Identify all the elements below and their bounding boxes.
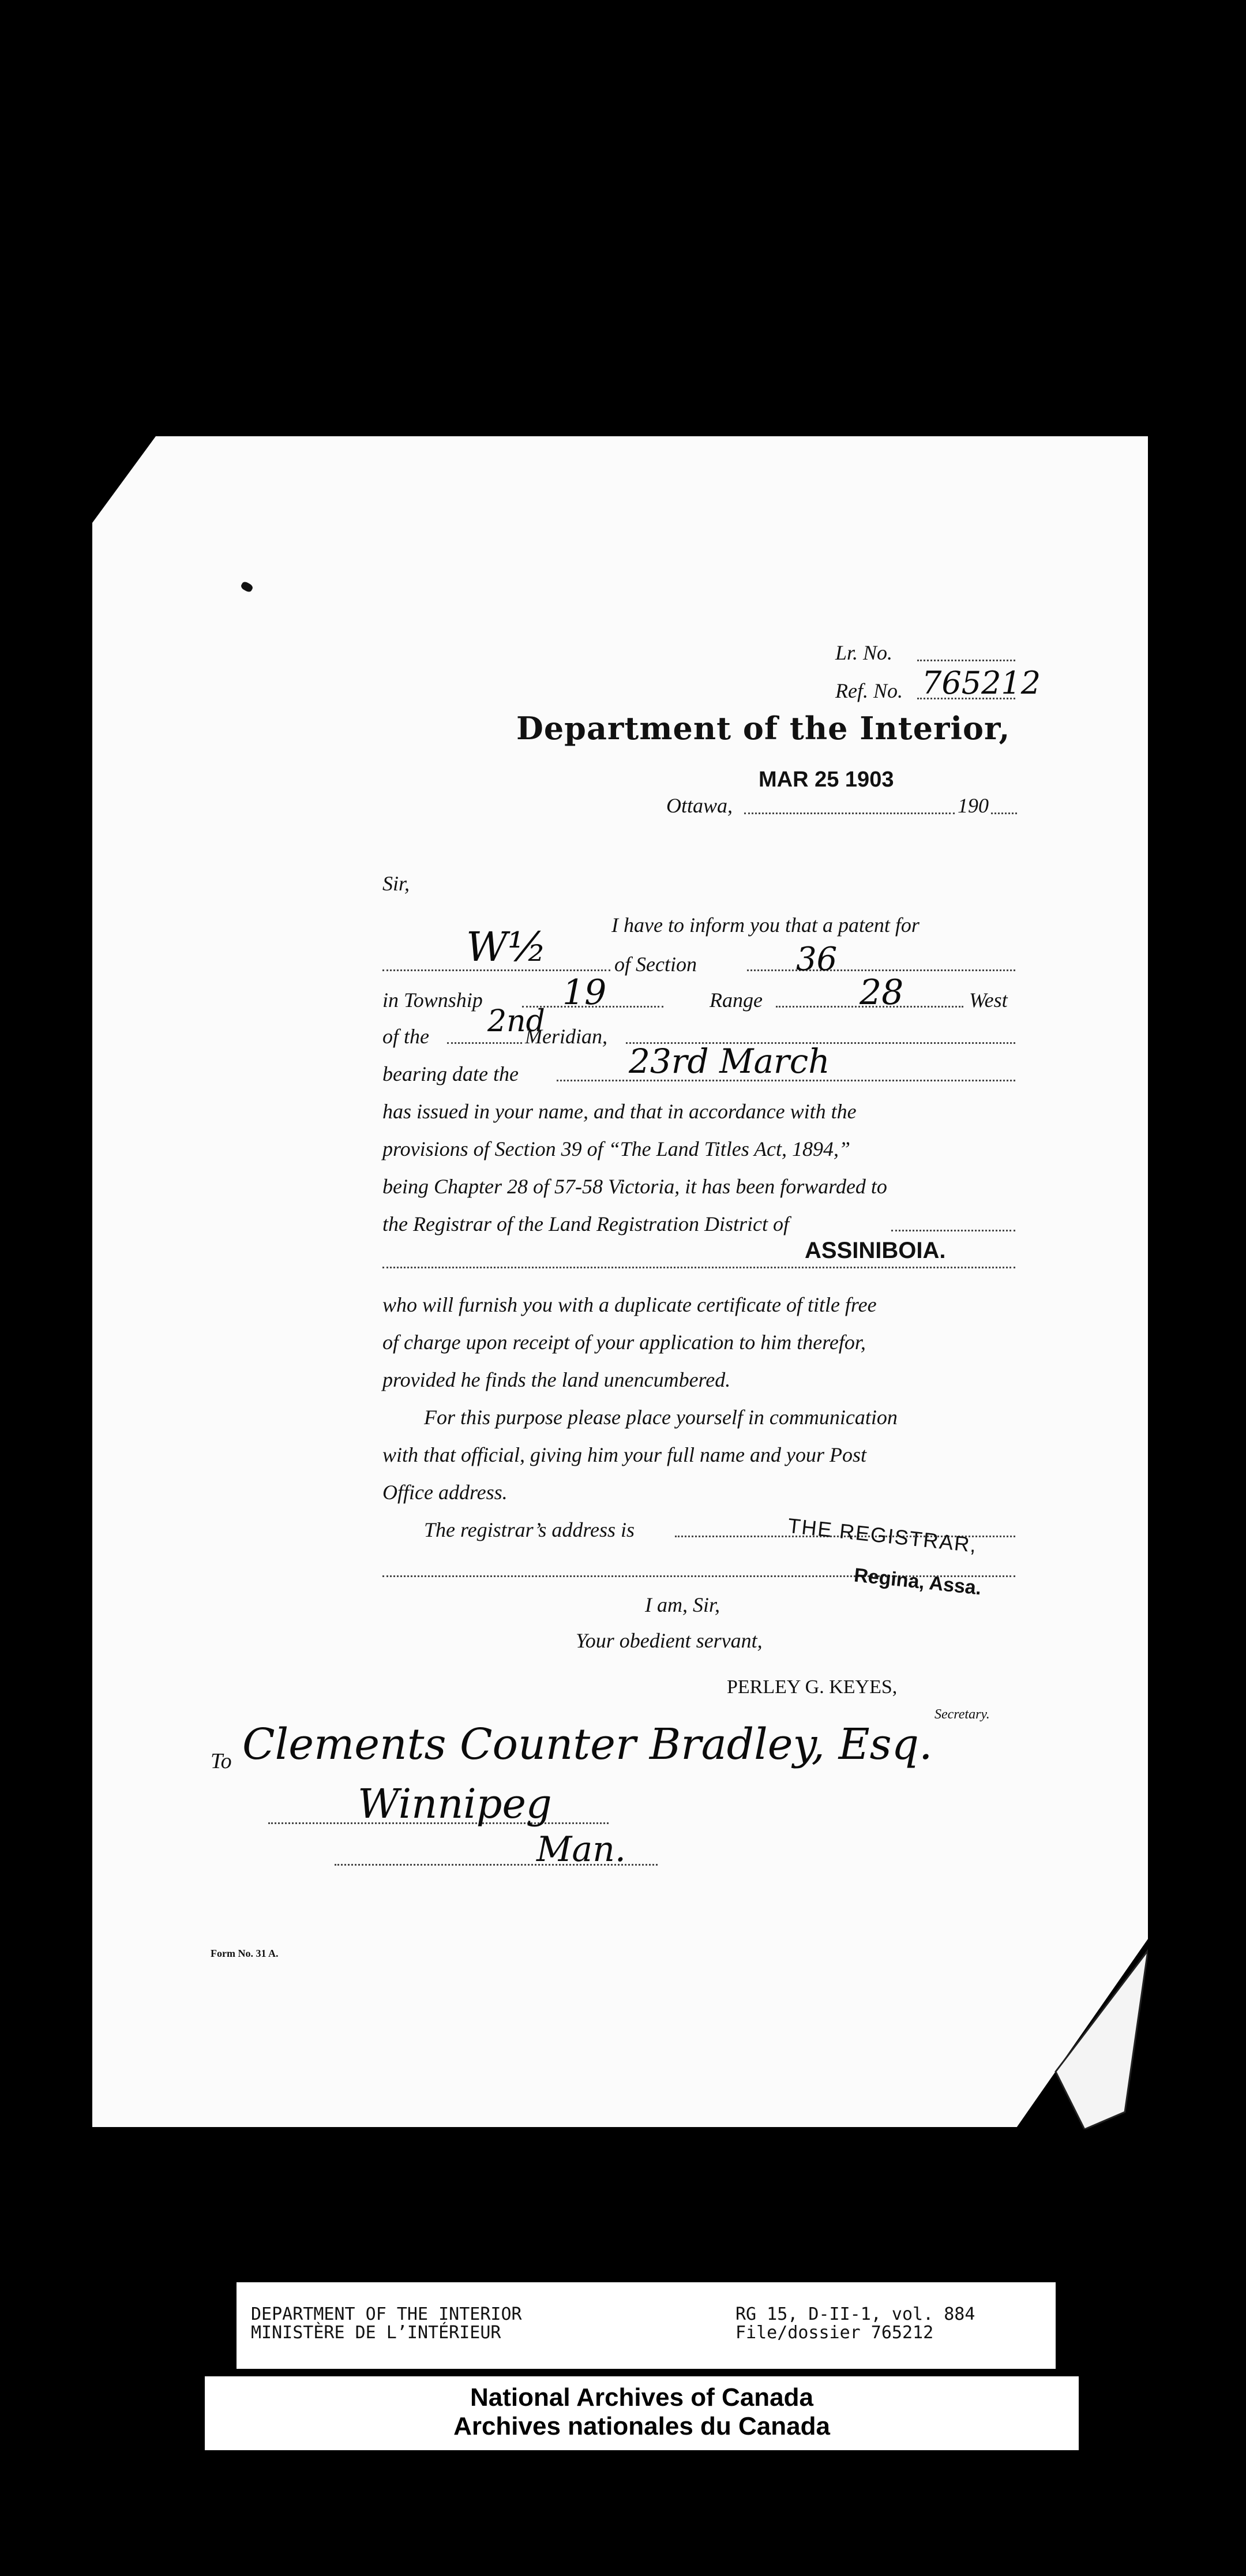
form-number: Form No. 31 A. <box>211 1948 279 1959</box>
west-label: West <box>969 989 1008 1012</box>
date-field <box>744 813 955 814</box>
of-the-label: of the <box>382 1025 429 1048</box>
district-line <box>382 1267 1015 1268</box>
place-label: Ottawa, <box>666 794 733 817</box>
body-line-chapter: being Chapter 28 of 57-58 Victoria, it has been forwarded to <box>382 1175 887 1198</box>
section-value: 36 <box>796 941 838 978</box>
to-label: To <box>211 1749 232 1773</box>
archive-reference-label <box>237 2282 1056 2369</box>
meridian-label: Meridian, <box>525 1025 607 1048</box>
body-line-registrar: the Registrar of the Land Registration District of <box>382 1212 789 1235</box>
meridian-field <box>447 1042 522 1044</box>
lr-no-label: Lr. No. <box>835 641 893 664</box>
archive-dept-en: DEPARTMENT OF THE INTERIOR <box>251 2304 522 2324</box>
addressee-city: Winnipeg <box>358 1780 552 1828</box>
signatory-title: Secretary. <box>934 1707 990 1722</box>
body-line-charge: of charge upon receipt of your application to him therefor, <box>382 1331 866 1354</box>
body-line-provided: provided he finds the land unencumbered. <box>382 1368 731 1391</box>
body-line-provisions: provisions of Section 39 of “The Land Titles Act, 1894,” <box>382 1137 851 1160</box>
body-line-1: I have to inform you that a patent for <box>611 913 920 937</box>
archive-name-fr: Archives nationales du Canada <box>453 2412 830 2440</box>
district-stamp: ASSINIBOIA. <box>805 1238 946 1263</box>
range-value: 28 <box>860 972 904 1013</box>
body-line-office: Office address. <box>382 1481 508 1504</box>
archive-name-en: National Archives of Canada <box>470 2383 813 2412</box>
ref-no-label: Ref. No. <box>835 679 903 702</box>
addressee-province: Man. <box>536 1829 626 1870</box>
ref-no-value: 765212 <box>922 665 1041 701</box>
closing-line-2: Your obedient servant, <box>576 1629 763 1652</box>
lr-no-field <box>917 660 1015 661</box>
meridian-value: 2nd <box>487 1004 545 1039</box>
range-label: Range <box>710 989 763 1012</box>
year-field <box>991 813 1017 814</box>
registrar-address-label: The registrar’s address is <box>424 1518 635 1541</box>
year-suffix: 190 <box>958 794 989 817</box>
folded-corner-top-left <box>92 436 156 523</box>
archive-name-label <box>205 2376 1079 2450</box>
district-field <box>891 1230 1015 1231</box>
archive-dept-fr: MINISTÈRE DE L’INTÉRIEUR <box>251 2323 501 2343</box>
addressee-name: Clements Counter Bradley, Esq. <box>242 1720 933 1769</box>
body-line-furnish: who will furnish you with a duplicate certificate of title free <box>382 1293 877 1316</box>
date-stamp: MAR 25 1903 <box>759 767 894 792</box>
salutation: Sir, <box>382 872 410 895</box>
document-title: Department of the Interior, <box>516 710 1011 747</box>
bearing-date: 23rd March <box>629 1042 830 1081</box>
archive-ref: RG 15, D-II-1, vol. 884 <box>735 2304 975 2324</box>
parcel-value: W½ <box>466 923 547 971</box>
body-line-issued: has issued in your name, and that in accordance with the <box>382 1100 857 1123</box>
township-label: in Township <box>382 989 483 1012</box>
archive-file: File/dossier 765212 <box>735 2323 934 2343</box>
signatory-name: PERLEY G. KEYES, <box>727 1676 898 1698</box>
of-section-label: of Section <box>614 953 697 976</box>
body-line-purpose: For this purpose please place yourself in communication <box>424 1406 898 1429</box>
folded-corner-bottom-right <box>1015 1939 1148 2129</box>
registrar-stamp-line-2: Regina, Assa. <box>853 1564 983 1600</box>
closing-line-1: I am, Sir, <box>645 1593 720 1616</box>
registrar-stamp-line-1: THE REGISTRAR, <box>786 1513 979 1557</box>
body-line-official: with that official, giving him your full name and your Post <box>382 1443 866 1466</box>
section-field <box>747 969 1015 971</box>
township-value: 19 <box>562 972 607 1013</box>
bearing-label: bearing date the <box>382 1062 519 1085</box>
